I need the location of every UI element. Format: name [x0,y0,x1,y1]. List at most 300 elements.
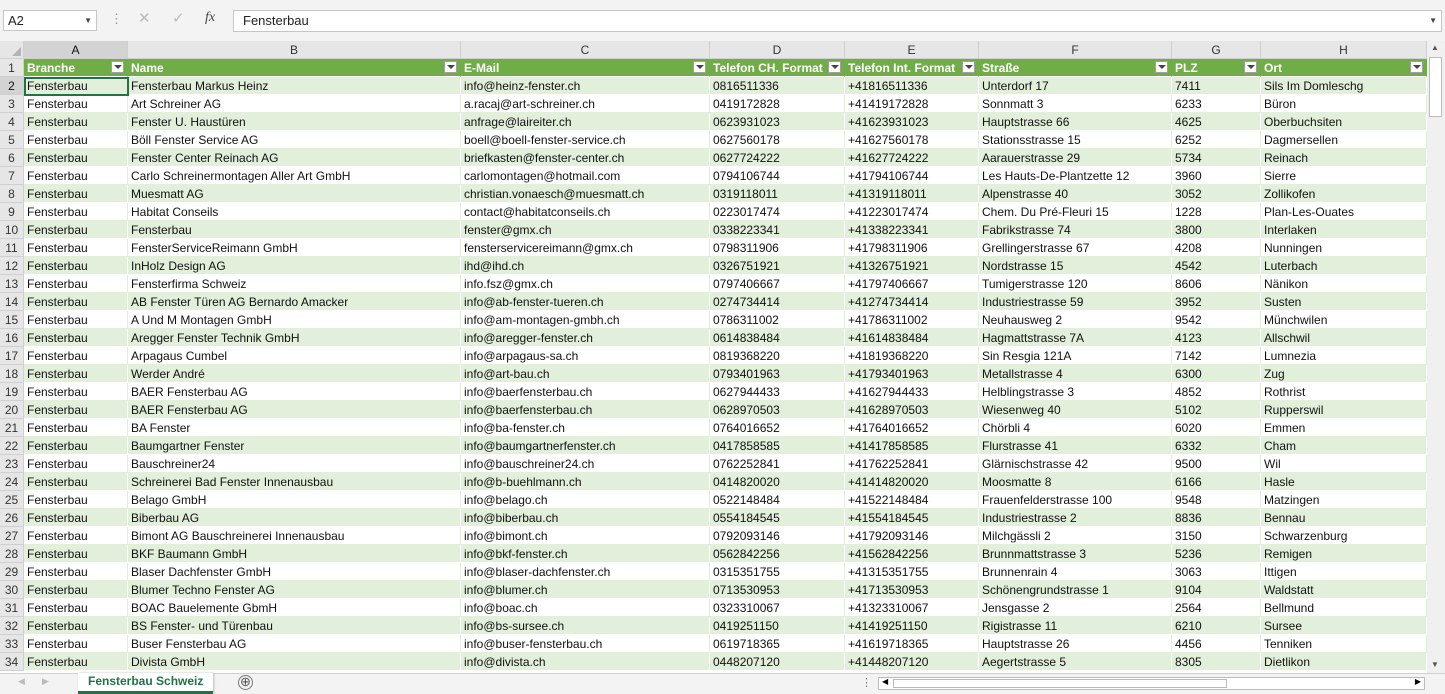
filter-dropdown-icon[interactable] [1410,61,1423,73]
column-header-g[interactable]: G [1172,41,1261,59]
table-cell[interactable]: 0816511336 [710,77,845,95]
table-cell[interactable]: Fensterbau [24,167,128,185]
table-cell[interactable]: Allschwil [1261,329,1427,347]
row-header[interactable]: 12 [0,257,24,275]
table-cell[interactable]: +41627560178 [845,131,979,149]
row-header[interactable]: 16 [0,329,24,347]
more-options-icon[interactable]: ⋮ [110,11,122,26]
header-cell[interactable] [1261,59,1427,77]
table-cell[interactable]: +41792093146 [845,527,979,545]
table-cell[interactable]: 3063 [1172,563,1261,581]
table-cell[interactable]: 3960 [1172,167,1261,185]
filter-dropdown-icon[interactable] [111,61,124,73]
table-cell[interactable]: info@bauschreiner24.ch [461,455,710,473]
table-cell[interactable]: 1228 [1172,203,1261,221]
row-header[interactable]: 7 [0,167,24,185]
table-cell[interactable]: info@ab-fenster-tueren.ch [461,293,710,311]
table-cell[interactable]: 9500 [1172,455,1261,473]
row-header[interactable]: 6 [0,149,24,167]
table-cell[interactable]: Chem. Du Pré-Fleuri 15 [979,203,1172,221]
table-cell[interactable]: Fensterbau [24,383,128,401]
column-header-b[interactable]: B [128,41,461,59]
table-cell[interactable]: Divista GmbH [128,653,461,671]
table-cell[interactable]: 9548 [1172,491,1261,509]
table-cell[interactable]: Metallstrasse 4 [979,365,1172,383]
table-cell[interactable]: Zug [1261,365,1427,383]
column-header-a[interactable]: A [24,41,128,59]
row-header[interactable]: 19 [0,383,24,401]
filter-dropdown-icon[interactable] [1155,61,1168,73]
table-cell[interactable]: Fensterbau [24,437,128,455]
table-cell[interactable]: Muesmatt AG [128,185,461,203]
table-cell[interactable]: +41794106744 [845,167,979,185]
row-header[interactable]: 10 [0,221,24,239]
row-header[interactable]: 24 [0,473,24,491]
name-box[interactable] [3,10,97,31]
table-cell[interactable]: Fensterbau [24,275,128,293]
table-cell[interactable]: +41628970503 [845,401,979,419]
row-header[interactable]: 31 [0,599,24,617]
table-cell[interactable]: +41816511336 [845,77,979,95]
table-cell[interactable]: Wil [1261,455,1427,473]
table-cell[interactable]: info@aregger-fenster.ch [461,329,710,347]
table-cell[interactable]: Blumer Techno Fenster AG [128,581,461,599]
row-header[interactable]: 28 [0,545,24,563]
table-cell[interactable]: Fensterbau [24,77,128,95]
table-cell[interactable]: +41315351755 [845,563,979,581]
table-cell[interactable]: FensterServiceReimann GmbH [128,239,461,257]
table-cell[interactable]: Luterbach [1261,257,1427,275]
table-cell[interactable]: boell@boell-fenster-service.ch [461,131,710,149]
table-cell[interactable]: Fensterbau [24,419,128,437]
table-cell[interactable]: Neuhausweg 2 [979,311,1172,329]
table-cell[interactable]: 6252 [1172,131,1261,149]
table-cell[interactable]: BAER Fensterbau AG [128,383,461,401]
table-cell[interactable]: 4208 [1172,239,1261,257]
table-cell[interactable]: 5236 [1172,545,1261,563]
table-cell[interactable]: Fensterbau [24,581,128,599]
header-cell[interactable] [24,59,128,77]
table-cell[interactable]: 0414820020 [710,473,845,491]
table-cell[interactable]: 0797406667 [710,275,845,293]
tab-split-handle[interactable]: ⋮ [861,677,872,689]
table-cell[interactable]: fensterservicereimann@gmx.ch [461,239,710,257]
table-cell[interactable]: christian.vonaesch@muesmatt.ch [461,185,710,203]
table-cell[interactable]: 4456 [1172,635,1261,653]
row-header[interactable]: 5 [0,131,24,149]
table-cell[interactable]: +41819368220 [845,347,979,365]
table-cell[interactable]: 0562842256 [710,545,845,563]
header-cell[interactable] [845,59,979,77]
table-cell[interactable]: Fensterbau [24,365,128,383]
table-cell[interactable]: contact@habitatconseils.ch [461,203,710,221]
table-cell[interactable]: Industriestrasse 59 [979,293,1172,311]
table-cell[interactable]: Fensterbau [24,509,128,527]
table-cell[interactable]: Arpagaus Cumbel [128,347,461,365]
row-header[interactable]: 30 [0,581,24,599]
table-cell[interactable]: Fensterbau [24,617,128,635]
table-cell[interactable]: +41798311906 [845,239,979,257]
table-cell[interactable]: Fensterbau [24,221,128,239]
table-cell[interactable]: Schwarzenburg [1261,527,1427,545]
table-cell[interactable]: Industriestrasse 2 [979,509,1172,527]
table-cell[interactable]: +41793401963 [845,365,979,383]
table-cell[interactable]: Susten [1261,293,1427,311]
table-cell[interactable]: info@buser-fensterbau.ch [461,635,710,653]
table-cell[interactable]: Hasle [1261,473,1427,491]
table-cell[interactable]: Schreinerei Bad Fenster Innenausbau [128,473,461,491]
filter-dropdown-icon[interactable] [1244,61,1257,73]
table-cell[interactable]: +41522148484 [845,491,979,509]
table-cell[interactable]: +41619718365 [845,635,979,653]
table-cell[interactable]: 0798311906 [710,239,845,257]
column-header-h[interactable]: H [1261,41,1427,59]
table-cell[interactable]: Dietlikon [1261,653,1427,671]
table-cell[interactable]: Matzingen [1261,491,1427,509]
table-cell[interactable]: info@blumer.ch [461,581,710,599]
table-cell[interactable]: 0319118011 [710,185,845,203]
table-cell[interactable]: Blaser Dachfenster GmbH [128,563,461,581]
table-cell[interactable]: carlomontagen@hotmail.com [461,167,710,185]
table-cell[interactable]: fenster@gmx.ch [461,221,710,239]
table-cell[interactable]: InHolz Design AG [128,257,461,275]
table-cell[interactable]: Tenniken [1261,635,1427,653]
table-cell[interactable]: +41414820020 [845,473,979,491]
table-cell[interactable]: info@divista.ch [461,653,710,671]
table-cell[interactable]: info@heinz-fenster.ch [461,77,710,95]
row-header[interactable]: 20 [0,401,24,419]
table-cell[interactable]: 6300 [1172,365,1261,383]
table-cell[interactable]: Wiesenweg 40 [979,401,1172,419]
table-cell[interactable]: 9542 [1172,311,1261,329]
table-cell[interactable]: +41338223341 [845,221,979,239]
table-cell[interactable]: Milchgässli 2 [979,527,1172,545]
add-sheet-icon[interactable]: ⊕ [238,675,253,690]
table-cell[interactable]: Fensterbau Markus Heinz [128,77,461,95]
table-cell[interactable]: 4852 [1172,383,1261,401]
column-header-d[interactable]: D [710,41,845,59]
row-header[interactable]: 2 [0,77,24,95]
row-header[interactable]: 29 [0,563,24,581]
table-cell[interactable]: 9104 [1172,581,1261,599]
table-cell[interactable]: BOAC Bauelemente GbmH [128,599,461,617]
table-cell[interactable]: Belago GmbH [128,491,461,509]
table-cell[interactable]: Sonnmatt 3 [979,95,1172,113]
table-cell[interactable]: Fensterbau [24,203,128,221]
table-cell[interactable]: Nunningen [1261,239,1427,257]
table-cell[interactable]: info@am-montagen-gmbh.ch [461,311,710,329]
table-cell[interactable]: +41762252841 [845,455,979,473]
table-cell[interactable]: 0419251150 [710,617,845,635]
scroll-left-icon[interactable]: ◀ [882,677,889,686]
table-cell[interactable]: Bimont AG Bauschreinerei Innenausbau [128,527,461,545]
table-cell[interactable]: info@b-buehlmann.ch [461,473,710,491]
table-cell[interactable]: 0315351755 [710,563,845,581]
table-cell[interactable]: Flurstrasse 41 [979,437,1172,455]
filter-dropdown-icon[interactable] [828,61,841,73]
table-cell[interactable]: 0614838484 [710,329,845,347]
sheet-tab-fensterbau-schweiz[interactable]: Fensterbau Schweiz [78,673,213,694]
table-cell[interactable]: +41419172828 [845,95,979,113]
table-cell[interactable]: Sierre [1261,167,1427,185]
table-cell[interactable]: Fabrikstrasse 74 [979,221,1172,239]
row-header[interactable]: 22 [0,437,24,455]
row-header[interactable]: 1 [0,59,24,77]
table-cell[interactable]: 5734 [1172,149,1261,167]
table-cell[interactable]: Fensterbau [24,149,128,167]
filter-dropdown-icon[interactable] [962,61,975,73]
table-cell[interactable]: info@ba-fenster.ch [461,419,710,437]
table-cell[interactable]: Lumnezia [1261,347,1427,365]
table-cell[interactable]: Fensterbau [24,401,128,419]
row-header[interactable]: 15 [0,311,24,329]
table-cell[interactable]: info@blaser-dachfenster.ch [461,563,710,581]
table-cell[interactable]: Bauschreiner24 [128,455,461,473]
table-cell[interactable]: Fensterbau [24,293,128,311]
table-cell[interactable]: Aregger Fenster Technik GmbH [128,329,461,347]
table-cell[interactable]: 0419172828 [710,95,845,113]
table-cell[interactable]: 3150 [1172,527,1261,545]
row-header[interactable]: 11 [0,239,24,257]
table-cell[interactable]: Fensterbau [24,545,128,563]
table-cell[interactable]: Sils Im Domleschg [1261,77,1427,95]
table-cell[interactable]: Les Hauts-De-Plantzette 12 [979,167,1172,185]
row-header[interactable]: 23 [0,455,24,473]
table-cell[interactable]: Rigistrasse 11 [979,617,1172,635]
table-cell[interactable]: 6210 [1172,617,1261,635]
row-header[interactable]: 9 [0,203,24,221]
table-cell[interactable]: +41448207120 [845,653,979,671]
column-header-e[interactable]: E [845,41,979,59]
table-cell[interactable]: info@bs-sursee.ch [461,617,710,635]
table-cell[interactable]: 8606 [1172,275,1261,293]
table-cell[interactable]: +41319118011 [845,185,979,203]
table-cell[interactable]: Oberbuchsiten [1261,113,1427,131]
row-header[interactable]: 34 [0,653,24,671]
table-cell[interactable]: Hauptstrasse 66 [979,113,1172,131]
table-cell[interactable]: 0627724222 [710,149,845,167]
row-header[interactable]: 18 [0,365,24,383]
table-cell[interactable]: 0793401963 [710,365,845,383]
horizontal-scroll-thumb[interactable] [893,679,1227,688]
table-cell[interactable]: Fensterbau [24,95,128,113]
table-cell[interactable]: Fensterbau [24,653,128,671]
table-cell[interactable]: Fensterbau [24,455,128,473]
table-cell[interactable]: Remigen [1261,545,1427,563]
worksheet-grid[interactable] [0,41,1427,673]
table-cell[interactable]: 3800 [1172,221,1261,239]
row-header[interactable]: 33 [0,635,24,653]
table-cell[interactable]: info@baerfensterbau.ch [461,401,710,419]
table-cell[interactable]: ihd@ihd.ch [461,257,710,275]
table-cell[interactable]: Fensterbau [24,311,128,329]
table-cell[interactable]: +41614838484 [845,329,979,347]
header-cell[interactable] [461,59,710,77]
table-cell[interactable]: 6233 [1172,95,1261,113]
next-sheet-icon[interactable]: ▶ [42,676,49,686]
select-all-button[interactable] [0,41,24,59]
table-cell[interactable]: 0764016652 [710,419,845,437]
table-cell[interactable]: info.fsz@gmx.ch [461,275,710,293]
table-cell[interactable]: Hauptstrasse 26 [979,635,1172,653]
table-cell[interactable]: briefkasten@fenster-center.ch [461,149,710,167]
table-cell[interactable]: Alpenstrasse 40 [979,185,1172,203]
table-cell[interactable]: info@boac.ch [461,599,710,617]
table-cell[interactable]: 0274734414 [710,293,845,311]
table-cell[interactable]: Moosmatte 8 [979,473,1172,491]
table-cell[interactable]: 0713530953 [710,581,845,599]
table-cell[interactable]: Hagmattstrasse 7A [979,329,1172,347]
table-cell[interactable]: 0338223341 [710,221,845,239]
table-cell[interactable]: +41274734414 [845,293,979,311]
table-cell[interactable]: Stationsstrasse 15 [979,131,1172,149]
table-cell[interactable]: Fenster Center Reinach AG [128,149,461,167]
table-cell[interactable]: BA Fenster [128,419,461,437]
table-cell[interactable]: Habitat Conseils [128,203,461,221]
table-cell[interactable]: 5102 [1172,401,1261,419]
table-cell[interactable]: +41554184545 [845,509,979,527]
table-cell[interactable]: +41797406667 [845,275,979,293]
table-cell[interactable]: 6166 [1172,473,1261,491]
table-cell[interactable]: 8836 [1172,509,1261,527]
table-cell[interactable]: 8305 [1172,653,1261,671]
table-cell[interactable]: info@bkf-fenster.ch [461,545,710,563]
table-cell[interactable]: 0627944433 [710,383,845,401]
table-cell[interactable]: info@bimont.ch [461,527,710,545]
table-cell[interactable]: info@arpagaus-sa.ch [461,347,710,365]
table-cell[interactable]: Fensterbau [128,221,461,239]
table-cell[interactable]: Frauenfelderstrasse 100 [979,491,1172,509]
table-cell[interactable]: Fensterbau [24,563,128,581]
formula-input[interactable] [233,10,1442,32]
table-cell[interactable]: Dagmersellen [1261,131,1427,149]
table-cell[interactable]: +41786311002 [845,311,979,329]
table-cell[interactable]: info@biberbau.ch [461,509,710,527]
table-cell[interactable]: Plan-Les-Ouates [1261,203,1427,221]
table-cell[interactable]: 0794106744 [710,167,845,185]
table-cell[interactable]: 0223017474 [710,203,845,221]
row-header[interactable]: 21 [0,419,24,437]
table-cell[interactable]: +41764016652 [845,419,979,437]
table-cell[interactable]: 7142 [1172,347,1261,365]
table-cell[interactable]: info@baumgartnerfenster.ch [461,437,710,455]
row-header[interactable]: 17 [0,347,24,365]
table-cell[interactable]: 4123 [1172,329,1261,347]
chevron-down-icon[interactable]: ▼ [84,16,92,25]
table-cell[interactable]: Rupperswil [1261,401,1427,419]
table-cell[interactable]: Brunnenrain 4 [979,563,1172,581]
table-cell[interactable]: Bennau [1261,509,1427,527]
expand-formula-icon[interactable]: ▼ [1429,16,1437,25]
table-cell[interactable]: Fenster U. Haustüren [128,113,461,131]
table-cell[interactable]: Biberbau AG [128,509,461,527]
column-header-c[interactable]: C [461,41,710,59]
table-cell[interactable]: Fensterbau [24,185,128,203]
table-cell[interactable]: Baumgartner Fenster [128,437,461,455]
row-header[interactable]: 13 [0,275,24,293]
table-cell[interactable]: Nänikon [1261,275,1427,293]
table-cell[interactable]: 0448207120 [710,653,845,671]
table-cell[interactable]: 6332 [1172,437,1261,455]
table-cell[interactable]: 0326751921 [710,257,845,275]
header-cell[interactable] [128,59,461,77]
table-cell[interactable]: Aarauerstrasse 29 [979,149,1172,167]
table-cell[interactable]: 0819368220 [710,347,845,365]
table-cell[interactable]: Fensterfirma Schweiz [128,275,461,293]
table-cell[interactable]: 0417858585 [710,437,845,455]
table-cell[interactable]: Bellmund [1261,599,1427,617]
table-cell[interactable]: Fensterbau [24,239,128,257]
table-cell[interactable]: Interlaken [1261,221,1427,239]
table-cell[interactable]: Chörbli 4 [979,419,1172,437]
table-cell[interactable]: +41627944433 [845,383,979,401]
table-cell[interactable]: Glärnischstrasse 42 [979,455,1172,473]
table-cell[interactable]: 0623931023 [710,113,845,131]
table-cell[interactable]: 4625 [1172,113,1261,131]
table-cell[interactable]: +41713530953 [845,581,979,599]
table-cell[interactable]: Fensterbau [24,347,128,365]
table-cell[interactable]: Fensterbau [24,491,128,509]
table-cell[interactable]: BS Fenster- und Türenbau [128,617,461,635]
table-cell[interactable]: A Und M Montagen GmbH [128,311,461,329]
vertical-scrollbar[interactable] [1427,41,1445,673]
table-cell[interactable]: Carlo Schreinermontagen Aller Art GmbH [128,167,461,185]
table-cell[interactable]: Art Schreiner AG [128,95,461,113]
table-cell[interactable]: Fensterbau [24,113,128,131]
table-cell[interactable]: +41223017474 [845,203,979,221]
table-cell[interactable]: a.racaj@art-schreiner.ch [461,95,710,113]
table-cell[interactable]: Aegertstrasse 5 [979,653,1172,671]
header-cell[interactable] [710,59,845,77]
table-cell[interactable]: +41627724222 [845,149,979,167]
table-cell[interactable]: 3952 [1172,293,1261,311]
header-cell[interactable] [979,59,1172,77]
table-cell[interactable]: Münchwilen [1261,311,1427,329]
table-cell[interactable]: 0792093146 [710,527,845,545]
filter-dropdown-icon[interactable] [693,61,706,73]
table-cell[interactable]: 2564 [1172,599,1261,617]
table-cell[interactable]: Reinach [1261,149,1427,167]
table-cell[interactable]: Sursee [1261,617,1427,635]
row-header[interactable]: 32 [0,617,24,635]
vertical-scroll-thumb[interactable] [1429,57,1442,117]
enter-icon[interactable]: ✓ [172,10,185,27]
row-header[interactable]: 25 [0,491,24,509]
table-cell[interactable]: Grellingerstrasse 67 [979,239,1172,257]
table-cell[interactable]: Brunnmattstrasse 3 [979,545,1172,563]
table-cell[interactable]: Fensterbau [24,527,128,545]
table-cell[interactable]: Sin Resgia 121A [979,347,1172,365]
table-cell[interactable]: Böll Fenster Service AG [128,131,461,149]
table-cell[interactable]: 0619718365 [710,635,845,653]
table-cell[interactable]: 4542 [1172,257,1261,275]
table-cell[interactable]: Büron [1261,95,1427,113]
row-header[interactable]: 26 [0,509,24,527]
table-cell[interactable]: 0554184545 [710,509,845,527]
table-cell[interactable]: 0522148484 [710,491,845,509]
scroll-up-icon[interactable]: ▲ [1431,43,1439,52]
table-cell[interactable]: Cham [1261,437,1427,455]
row-header[interactable]: 27 [0,527,24,545]
column-header-f[interactable]: F [979,41,1172,59]
table-cell[interactable]: Fensterbau [24,329,128,347]
table-cell[interactable]: Fensterbau [24,257,128,275]
row-header[interactable]: 4 [0,113,24,131]
table-cell[interactable]: 0762252841 [710,455,845,473]
table-cell[interactable]: +41623931023 [845,113,979,131]
insert-function-button[interactable]: fx [205,10,216,25]
scroll-down-icon[interactable]: ▼ [1431,660,1439,669]
